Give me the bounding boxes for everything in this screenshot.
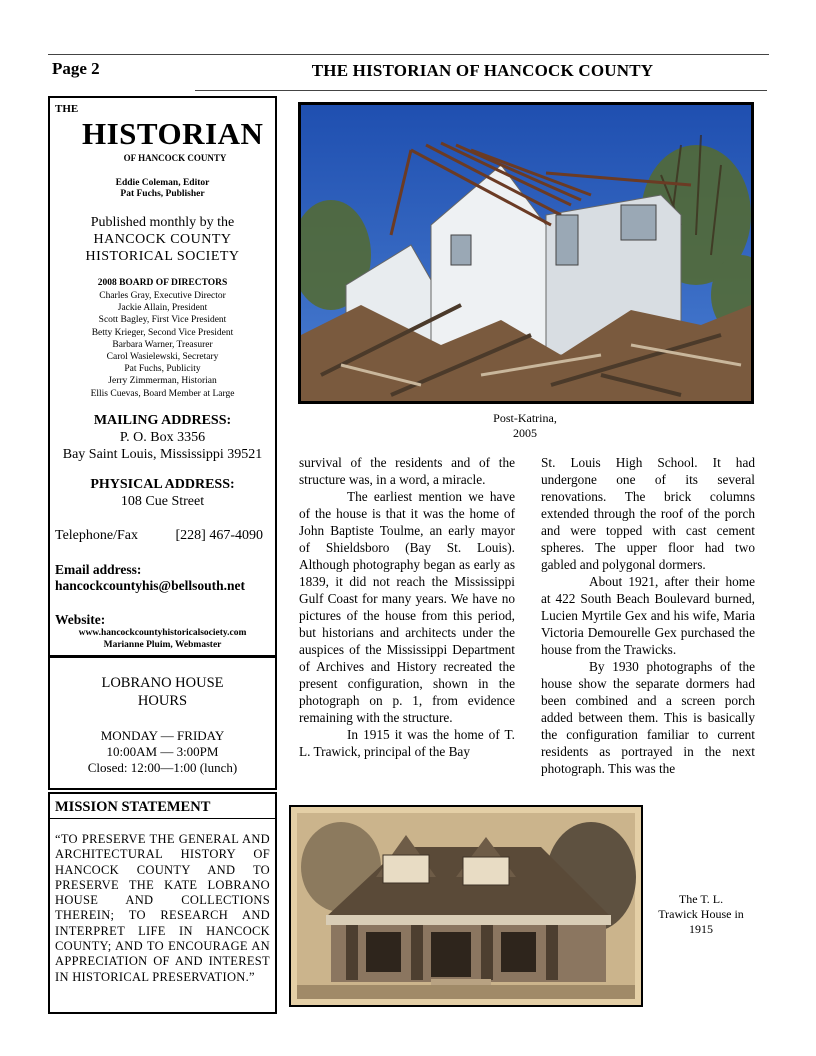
lobrano-days: MONDAY — FRIDAY (100, 728, 225, 743)
publisher-statement (50, 214, 275, 265)
telephone-value: [228] 467-4090 (175, 528, 263, 543)
physical-address: 108 Cue Street (120, 494, 205, 509)
bottom-caption-line1: The T. L. (678, 892, 724, 906)
top-caption-line2: 2005 (513, 426, 537, 440)
webmaster-name: Marianne Pluim, Webmaster (103, 640, 222, 650)
publisher-name: Pat Fuchs, Publisher (120, 188, 205, 199)
mission-statement-box (48, 792, 277, 1014)
board-member: Betty Krieger, Second Vice President (91, 327, 234, 338)
bottom-photo-caption (648, 892, 754, 937)
mission-heading: MISSION STATEMENT (55, 799, 211, 815)
bottom-caption-line3: 1915 (689, 922, 713, 936)
telephone-row (55, 528, 263, 544)
board-member: Carol Wasielewski, Secretary (106, 352, 219, 363)
article-paragraph: By 1930 photographs of the house show the separate dormers had been combined and a screen porch added between them. This is basically the configuration familiar to current residents as portrayed in the next photograph. This was the (541, 659, 755, 776)
society-name-line2: HISTORICAL SOCIETY (85, 249, 240, 264)
board-member: Jackie Allain, President (117, 303, 208, 314)
trawick-house-photo (289, 805, 643, 1007)
mission-divider (50, 818, 275, 819)
lobrano-hours-box (48, 656, 277, 790)
lobrano-heading-line1: LOBRANO HOUSE (101, 675, 224, 691)
mailing-address (50, 429, 275, 463)
post-katrina-illustration (301, 105, 751, 401)
article-column-2 (541, 454, 755, 777)
trawick-house-illustration (291, 807, 641, 1005)
top-caption-line1: Post-Katrina, (493, 411, 557, 425)
email-heading: Email address: (55, 562, 142, 577)
mailing-line1: P. O. Box 3356 (119, 430, 206, 445)
board-member: Scott Bagley, First Vice President (98, 315, 227, 326)
page-number: Page 2 (52, 59, 100, 78)
lobrano-heading-line2: HOURS (137, 693, 188, 709)
lobrano-heading (50, 674, 275, 710)
board-title: 2008 BOARD OF DIRECTORS (97, 278, 228, 288)
email-link[interactable]: hancockcountyhis@bellsouth.net (55, 578, 245, 593)
board-member: Pat Fuchs, Publicity (124, 364, 201, 375)
article-paragraph: St. Louis High School. It had undergone one of its several renovations. The brick columns extended through the roof of the porch and were topped with cast cement spheres. The upper floor had two gabled and polygonal dormers. (541, 455, 755, 572)
mission-text: “TO PRESERVE THE GENERAL AND ARCHITECTURAL HISTORY OF HANCOCK COUNTY AND TO PRESERVE THE KATE LOBRANO HOUSE AND COLLECTIONS THEREIN; TO RESEARCH AND INTERPRET LIFE IN HANCOCK COUNTY; AND TO ENCOURAGE AN APPRECIATION OF AND INTEREST IN HISTORICAL PRESERVATION.” (55, 832, 270, 984)
nameplate-title: HISTORIAN (82, 116, 264, 151)
header-top-rule (48, 54, 769, 55)
editor-name: Eddie Coleman, Editor (115, 178, 210, 188)
mailing-address-heading: MAILING ADDRESS: (93, 413, 232, 428)
header-bottom-rule (195, 90, 767, 91)
article-paragraph: In 1915 it was the home of T. L. Trawick, principal of the Bay (299, 727, 515, 759)
physical-address-heading: PHYSICAL ADDRESS: (90, 477, 235, 492)
bottom-caption-line2: Trawick House in (658, 907, 744, 921)
masthead-title: THE HISTORIAN OF HANCOCK COUNTY (311, 61, 654, 80)
website-heading: Website: (55, 612, 106, 627)
nameplate-subtitle: OF HANCOCK COUNTY (123, 153, 227, 163)
lobrano-time: 10:00AM — 3:00PM (106, 744, 219, 759)
website-link[interactable]: www.hancockcountyhistoricalsociety.com (78, 628, 247, 638)
nameplate-the: THE (55, 103, 79, 115)
post-katrina-photo (298, 102, 754, 404)
article-paragraph: The earliest mention we have of the house is that it was the home of John Baptiste Toulme, an early mayor of Shieldsboro (Bay St. Louis). Although photography began as early as 1839, it did not reach the Mississippi Gulf Coast for many years. We have no pictures of the house from this period, but historians and architects under the auspices of the Mississippi Department of Archives and History recreated the present configuration, shown in the photograph on p. 1, from evidence remaining with the structure. (299, 489, 515, 725)
telephone-label: Telephone/Fax (55, 528, 138, 543)
published-by: Published monthly by the (90, 215, 235, 230)
top-photo-caption (440, 411, 610, 441)
society-name-line1: HANCOCK COUNTY (93, 232, 232, 247)
board-member: Charles Gray, Executive Director (99, 291, 226, 301)
mailing-line2: Bay Saint Louis, Mississippi 39521 (62, 447, 263, 462)
board-member: Barbara Warner, Treasurer (112, 339, 213, 350)
article-paragraph: survival of the residents and of the structure was, in a word, a miracle. (299, 455, 515, 487)
lobrano-closed: Closed: 12:00—1:00 (lunch) (87, 760, 238, 775)
article-column-1 (299, 454, 515, 760)
board-list (50, 290, 275, 400)
board-member: Ellis Cuevas, Board Member at Large (90, 388, 235, 399)
article-paragraph: About 1921, after their home at 422 South Beach Boulevard burned, Lucien Myrtile Gex and his wife, Maria Victoria Demourelle Gex purchased the house from the Trawicks. (541, 574, 755, 657)
board-member: Jerry Zimmerman, Historian (108, 376, 217, 387)
editor-credits (50, 178, 275, 200)
lobrano-hours (50, 728, 275, 776)
sidebar-info-box (48, 96, 277, 657)
